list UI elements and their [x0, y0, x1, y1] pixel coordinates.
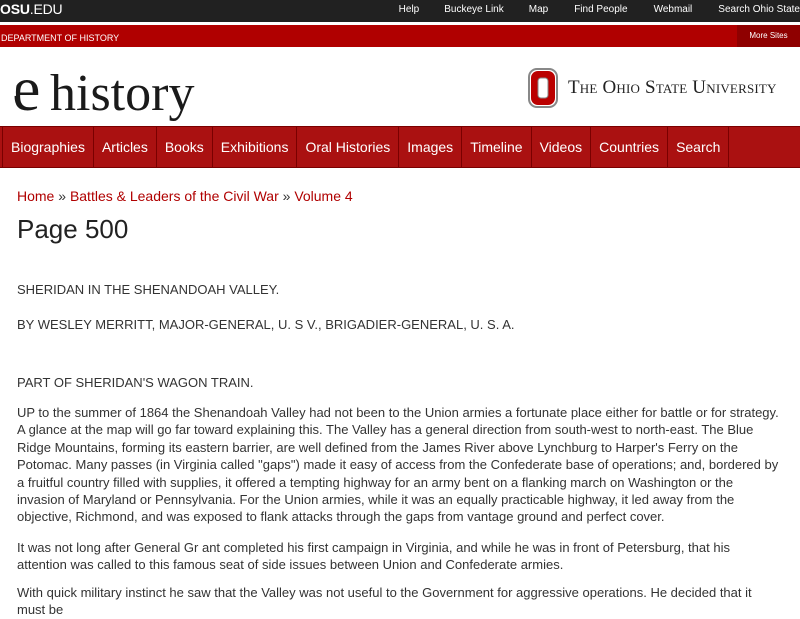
nav-timeline[interactable]: Timeline [462, 127, 531, 167]
main-nav [0, 126, 800, 168]
block-o-icon [528, 68, 558, 108]
osu-edu-logo[interactable] [0, 0, 62, 18]
osu-link-webmail[interactable]: Webmail [653, 4, 693, 15]
osu-links [399, 0, 800, 22]
block-o-mark: O [528, 68, 529, 69]
body-paragraph: UP to the summer of 1864 the Shenandoah Valley had not been to the Union armies a fortunate place either for battle or for strategy. A glance at the map will go far toward explaining this. The Valley has a general direction from south-west to north-east. The Blue Ridge Mountains, forming its eastern barrier, are well defined from the James River above Lynchburg to Harper's Ferry on the Potomac. Many passes (in Virginia called "gaps") made it easy of access from the Confederate base of operations; and, bordered by a fruitful country filled with supplies, it offered a tempting highway for an army bent on a flanking march on Washington or the invasion of Maryland or Pennsylvania. For the Union armies, while it was an equally practicable highway, it led away from the objective, Richmond, and was exposed to flank attacks through the gaps from vantage ground and perfect cover. [17, 405, 779, 525]
ehistory-logo[interactable] [10, 56, 240, 122]
university-name: The Ohio State University [568, 77, 777, 98]
osu-link-buckeye-link[interactable]: Buckeye Link [444, 4, 504, 15]
article-heading: SHERIDAN IN THE SHENANDOAH VALLEY. [17, 282, 280, 297]
breadcrumb-battles-leaders[interactable]: Battles & Leaders of the Civil War [69, 188, 279, 204]
nav-exhibitions[interactable]: Exhibitions [213, 127, 298, 167]
osu-top-bar [0, 0, 800, 22]
nav-books[interactable]: Books [157, 127, 213, 167]
osu-logo-main: OSU [0, 1, 30, 17]
nav-biographies[interactable]: Biographies [2, 127, 94, 167]
main-content [17, 180, 782, 618]
ehistory-logo-graphic [10, 56, 240, 122]
body-paragraph: It was not long after General Gr ant completed his first campaign in Virginia, and while he was in front of Petersburg, that his attention was called to this famous seat of side issues between Union and Confederate armies. [17, 540, 730, 573]
page-title: Page 500 [17, 214, 129, 244]
breadcrumb-separator: » [282, 188, 291, 204]
nav-countries[interactable]: Countries [591, 127, 668, 167]
osu-link-help[interactable]: Help [398, 4, 420, 15]
body-paragraph: With quick military instinct he saw that the Valley was not useful to the Government for aggressive operations. He decided that it must be [17, 585, 752, 618]
more-sites-button[interactable]: More Sites [737, 25, 800, 47]
site-header [0, 48, 800, 126]
image-caption: PART OF SHERIDAN'S WAGON TRAIN. [17, 375, 254, 390]
osu-logo-suffix: .EDU [29, 1, 63, 17]
breadcrumb [17, 180, 782, 212]
nav-images[interactable]: Images [399, 127, 462, 167]
department-name[interactable]: DEPARTMENT OF HISTORY [1, 33, 120, 43]
osu-link-find-people[interactable]: Find People [574, 4, 628, 15]
nav-search[interactable]: Search [668, 127, 729, 167]
osu-link-map[interactable]: Map [528, 4, 549, 15]
nav-videos[interactable]: Videos [532, 127, 592, 167]
nav-articles[interactable]: Articles [94, 127, 157, 167]
ehistory-logo-rest: history [50, 65, 195, 122]
breadcrumb-separator: » [58, 188, 67, 204]
breadcrumb-home[interactable]: Home [17, 188, 55, 204]
nav-oral-histories[interactable]: Oral Histories [297, 127, 399, 167]
osu-brand[interactable] [528, 68, 777, 108]
article-byline: BY WESLEY MERRITT, MAJOR-GENERAL, U. S V., BRIGADIER-GENERAL, U. S. A. [17, 317, 515, 332]
ehistory-logo-e: e [12, 56, 41, 122]
breadcrumb-volume-4[interactable]: Volume 4 [294, 188, 353, 204]
department-bar [0, 25, 800, 47]
osu-link-search[interactable]: Search Ohio State [718, 4, 800, 15]
